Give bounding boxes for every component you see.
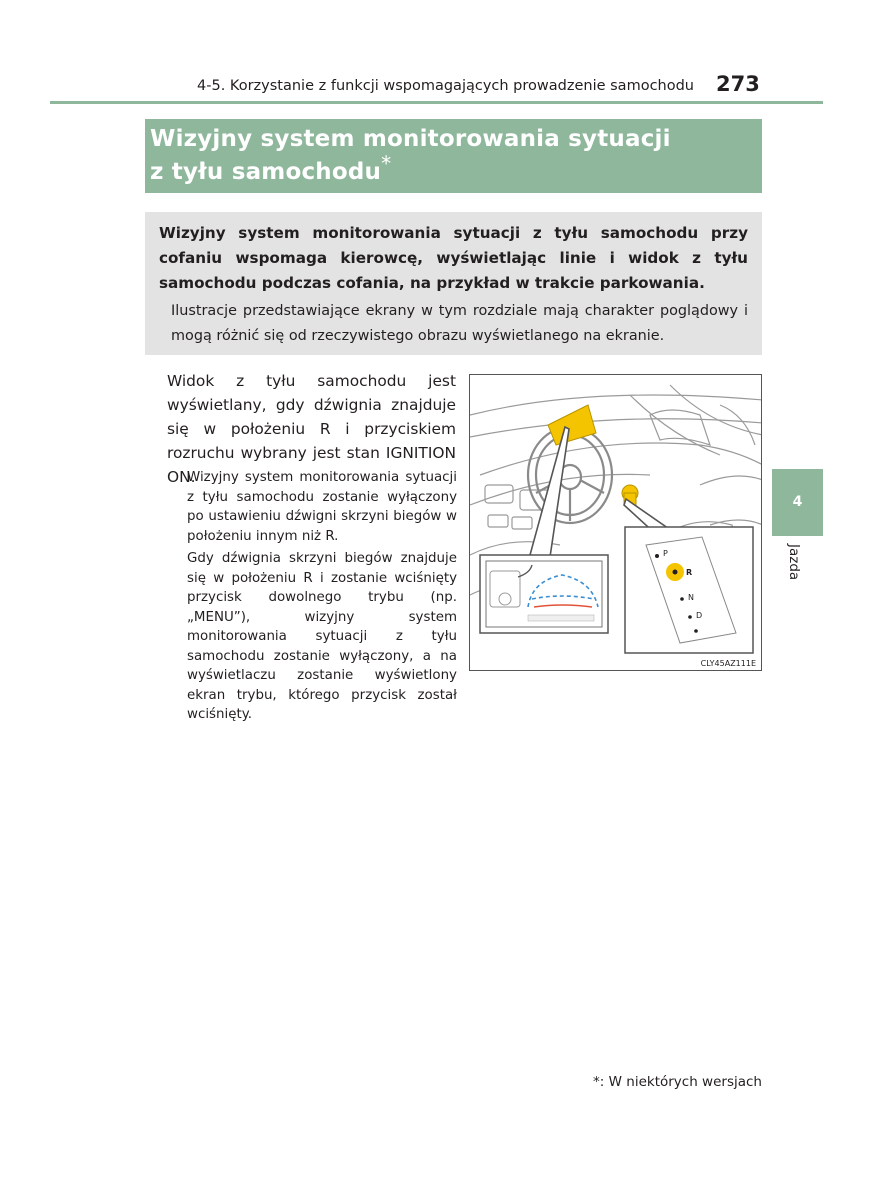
title-line-2 [150,151,762,189]
main-paragraph: Widok z tyłu samochodu jest wyświetlany, gdy dźwignia znajduje się w położeniu R i przyciskiem rozruchu wybrany jest stan IGNITION ON. [167,372,456,486]
chapter-label-text: Jazda [786,544,802,581]
gear-label-d: D [696,611,703,620]
gear-label-n: N [688,593,694,602]
gear-label-r: R [686,568,693,577]
dashboard-illustration [469,374,762,671]
chapter-number: 4 [792,494,803,510]
rear-camera-display [480,555,608,633]
header-rule [50,101,823,104]
chapter-tab [772,469,823,536]
shift-gate-inset [625,527,753,653]
footnote: *: W niektórych wersjach [593,1074,762,1090]
illustration-code: CLY45AZ111E [700,659,756,668]
chapter-label [784,544,808,624]
running-header: 4-5. Korzystanie z funkcji wspomagających prowadzenie samochodu [197,78,694,94]
gear-label-p: P [663,549,668,558]
intro-summary: Wizyjny system monitorowania sytuacji z tyłu samochodu przy cofaniu wspomaga kierowcę, wyświetlając linie i widok z tyłu samochodu podczas cofania, na przykład w trakcie parkowania. [159,224,748,292]
display-highlight [548,405,596,445]
page-number: 273 [716,72,760,96]
intro-note: Ilustracje przedstawiające ekrany w tym rozdziale mają charakter poglądowy i mogą różnić się od rzeczywistego obrazu wyświetlanego na ekranie. [171,303,748,344]
asterisk-mark: * [381,151,392,176]
section-title [145,119,762,193]
title-line-1: Wizyjny system monitorowania sytuacji [150,126,671,152]
title-line-2-text: z tyłu samochodu [150,159,382,185]
note-gear-change: Wizyjny system monitorowania sytuacji z tyłu samochodu zostanie wyłączony po ustawieniu dźwigni skrzyni biegów w położeniu innym niż R. [187,470,457,544]
note-mode-button: Gdy dźwignia skrzyni biegów znajduje się w położeniu R i zostanie wciśnięty przycisk dowolnego trybu (np. „MENU”), wizyjny system monitorowania sytuacji z tyłu samochodu zostanie wyłączony, a na wyświetlaczu zostanie wyświetlony ekran trybu, którego przycisk został wciśnięty. [187,551,457,722]
dashboard-drawing [470,375,762,671]
intro-box [145,212,762,355]
